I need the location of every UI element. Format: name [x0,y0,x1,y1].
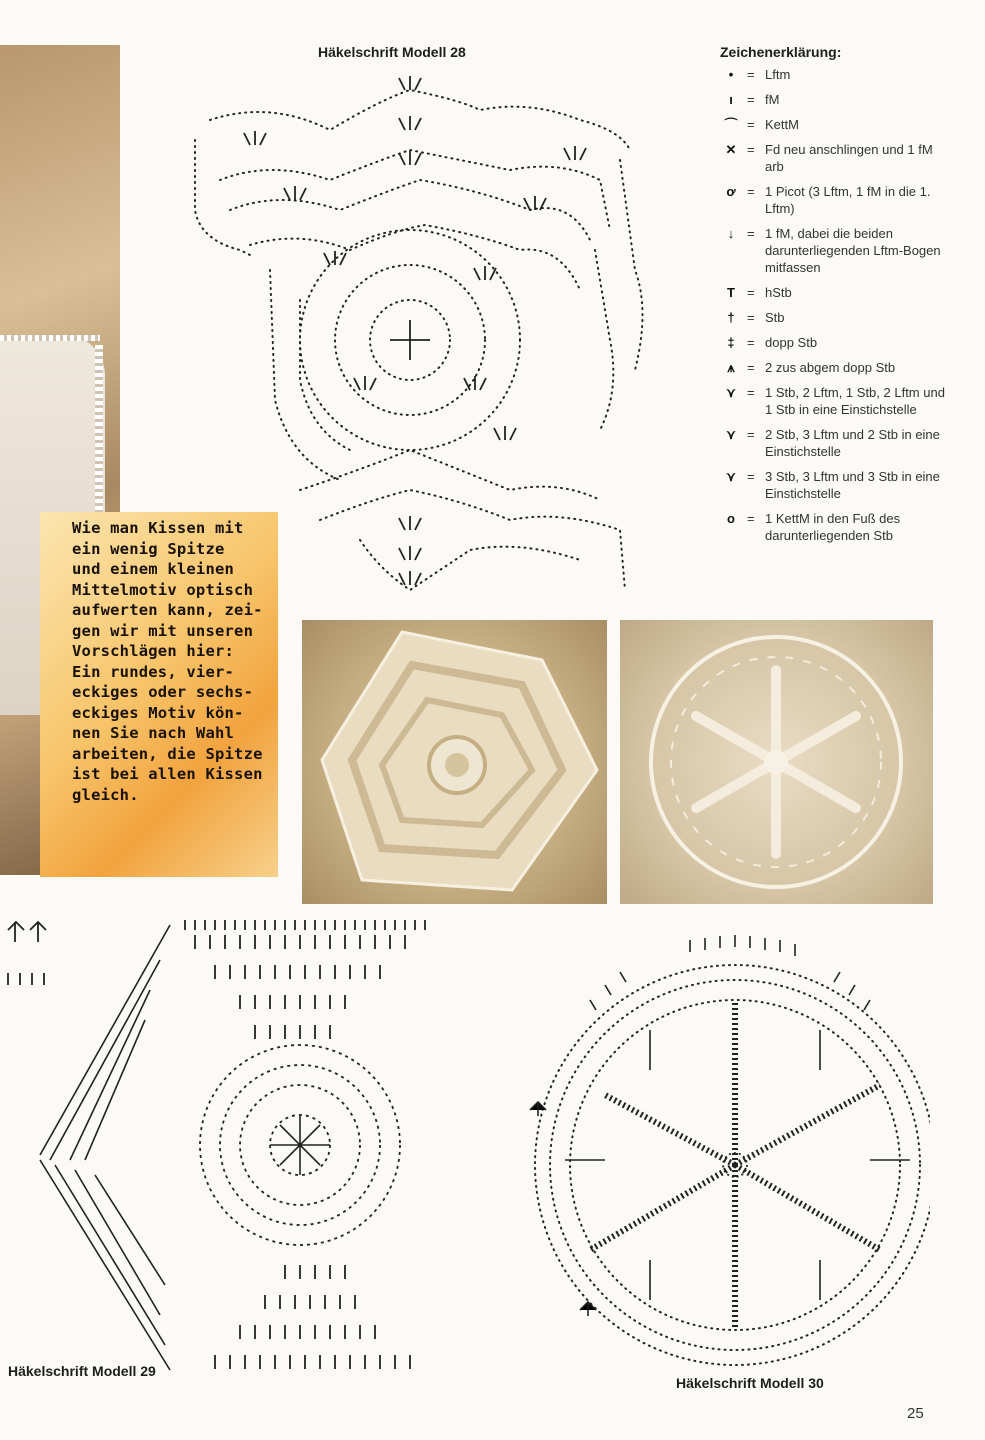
legend-equals: = [747,511,755,526]
legend-text: dopp Stb [765,335,818,350]
crochet-chart-model-29 [0,905,450,1385]
legend-equals: = [747,335,755,350]
legend-text: Lftm [765,67,791,82]
legend-text: 3 Stb, 3 Lftm und 3 Stb in eine Einstichstelle [765,469,940,501]
double-crochet-icon: † [727,310,735,325]
caption-line: gen wir mit unseren [72,621,254,640]
caption-line: aufwerten kann, zei- [72,601,263,619]
down-arrow-icon: ↓ [727,226,735,241]
caption-line: eckiges Motiv kön- [72,703,244,722]
slip-stitch-icon: ⌒ [724,117,738,132]
title-model-30: Häkelschrift Modell 30 [676,1375,824,1391]
caption-line: nen Sie nach Wahl [72,724,235,742]
legend-equals: = [747,184,755,199]
legend-equals: = [747,142,755,157]
legend-text: fM [765,92,780,107]
legend-item [715,384,945,418]
lace-edge-top [0,335,100,341]
legend-item [715,183,945,217]
legend-item [715,359,945,376]
legend-text: 2 zus abgem dopp Stb [765,360,896,375]
shell-6-icon: ⋎ [726,469,736,484]
caption-line: ist bei allen Kissen [72,765,263,783]
legend-item [715,225,945,276]
legend-text: 1 Stb, 2 Lftm, 1 Stb, 2 Lftm und 1 Stb in eine Einstichstelle [765,385,945,417]
picot-icon: ơ [726,184,736,199]
legend-item [715,141,945,175]
crochet-chart-model-30 [490,910,930,1370]
caption-line: Wie man Kissen mit [72,519,244,537]
chain-stitch-icon: • [728,67,734,82]
caption-line: Mittelmotiv optisch [72,580,254,599]
legend-text: Stb [765,310,785,325]
legend-text: 1 fM, dabei die beiden darunterliegenden Lftm-Bogen mitfassen [765,226,941,275]
round-motif-photo [620,620,933,904]
legend [715,66,945,552]
legend-item [715,334,945,351]
legend-item [715,284,945,301]
legend-text: KettM [765,117,799,132]
legend-item [715,468,945,502]
title-model-28: Häkelschrift Modell 28 [318,44,466,60]
legend-equals: = [747,427,755,442]
caption-line: und einem kleinen [72,560,235,578]
legend-item [715,510,945,544]
legend-text: 1 Picot (3 Lftm, 1 fM in die 1. Lftm) [765,184,931,216]
legend-text: hStb [765,285,792,300]
legend-item [715,426,945,460]
treble-decrease-icon: ⩚ [727,360,735,375]
legend-equals: = [747,226,755,241]
caption-line: Ein rundes, vier- [72,662,235,681]
legend-equals: = [747,67,755,82]
title-model-29: Häkelschrift Modell 29 [8,1363,156,1379]
legend-title: Zeichenerklärung: [720,44,842,60]
caption-line: gleich. [72,785,139,804]
legend-item [715,91,945,108]
legend-text: 2 Stb, 3 Lftm und 2 Stb in eine Einstichstelle [765,427,940,459]
legend-item [715,116,945,133]
legend-item [715,66,945,83]
caption-line: ein wenig Spitze [72,539,225,558]
single-crochet-icon: ı [729,92,733,107]
legend-equals: = [747,469,755,484]
join-yarn-icon: ✕ [725,142,737,157]
legend-text: Fd neu anschlingen und 1 fM arb [765,142,933,174]
v-stitch-3-icon: ⋎ [726,385,736,400]
treble-crochet-icon: ‡ [727,335,735,350]
legend-equals: = [747,117,755,132]
slip-stitch-base-icon: o [727,511,735,526]
legend-equals: = [747,92,755,107]
legend-equals: = [747,310,755,325]
legend-item [715,309,945,326]
legend-equals: = [747,285,755,300]
hexagon-motif-photo [302,620,607,904]
caption-line: arbeiten, die Spitze [72,744,263,763]
page-number: 25 [907,1405,924,1422]
caption-line: Vorschlägen hier: [72,642,235,660]
shell-4-icon: ⋎ [726,427,736,442]
half-double-crochet-icon: T [727,285,735,300]
legend-equals: = [747,360,755,375]
legend-equals: = [747,385,755,400]
legend-text: 1 KettM in den Fuß des darunterliegenden Stb [765,511,901,543]
caption-line: eckiges oder sechs- [72,683,254,701]
crochet-chart-model-28 [180,70,670,610]
